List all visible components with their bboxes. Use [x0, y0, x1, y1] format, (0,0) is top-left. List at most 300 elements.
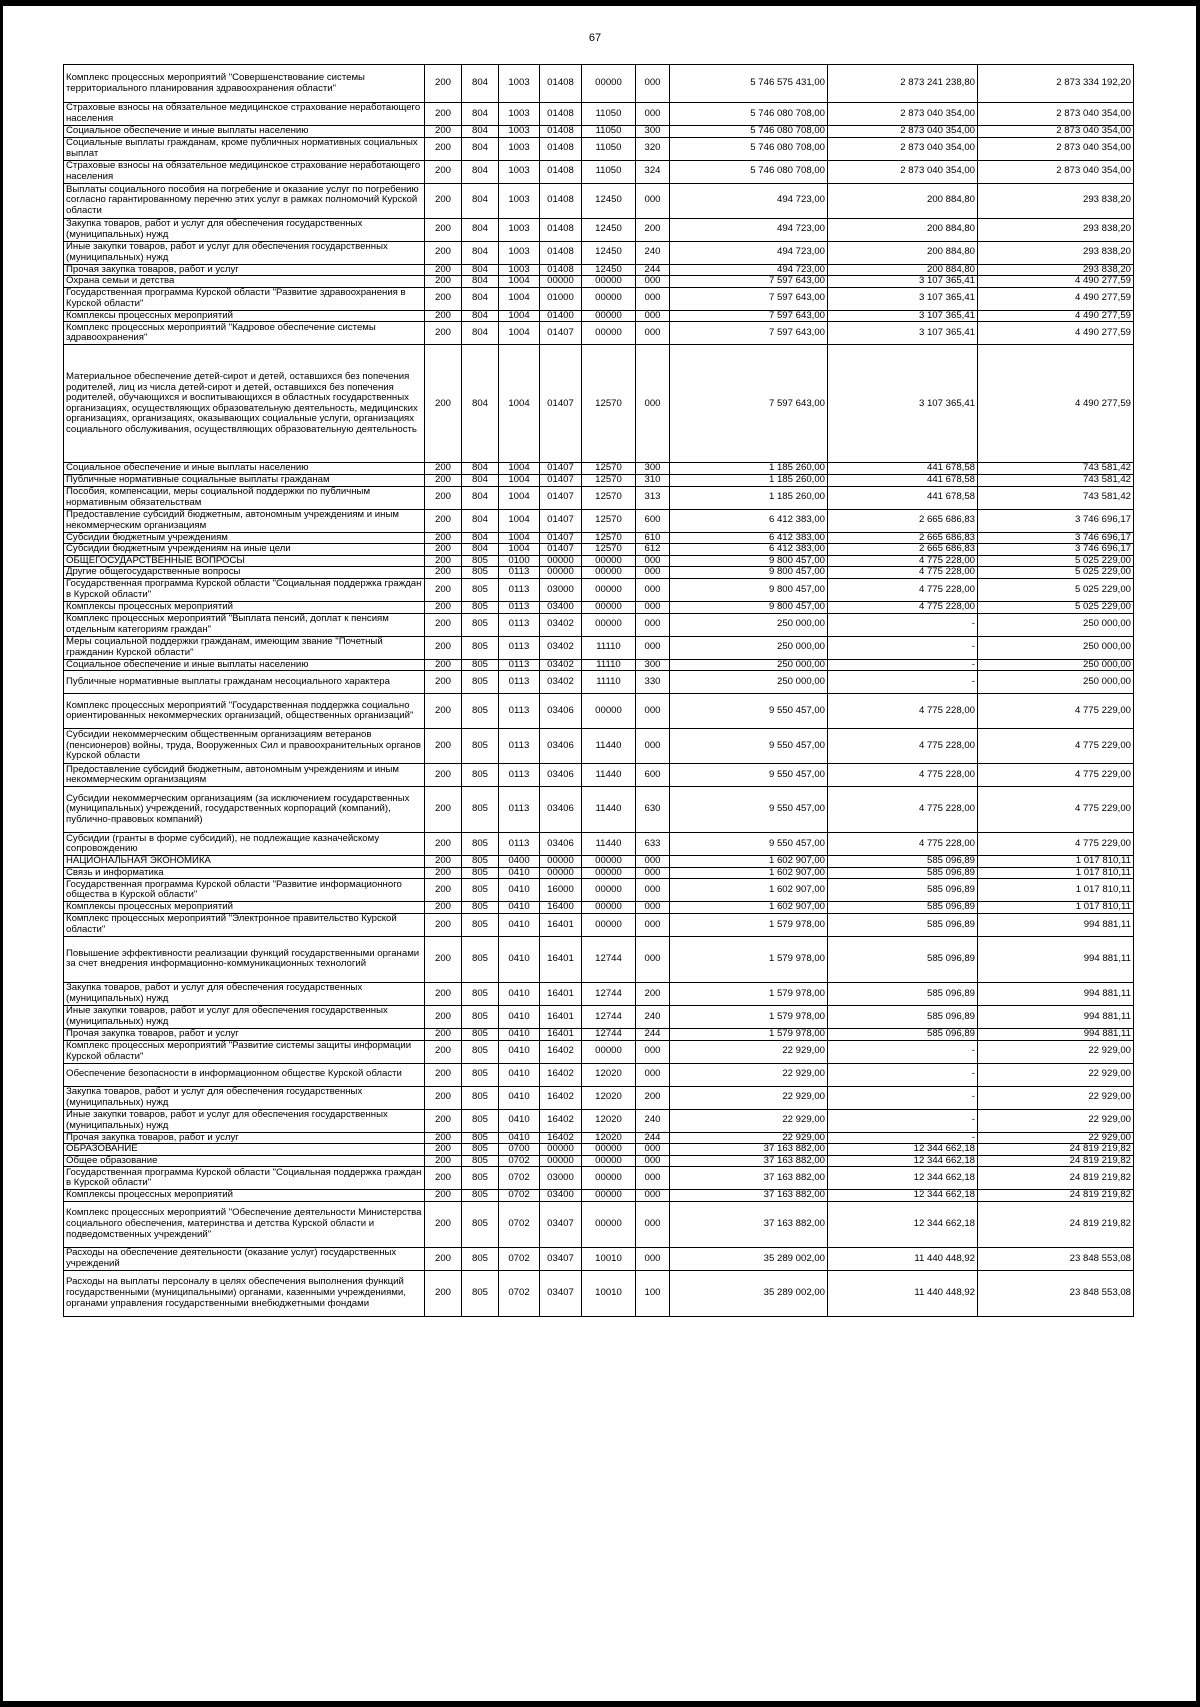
row-name: Расходы на выплаты персоналу в целях обеспечения выполнения функций государственными (муниципальными) органами, казенными учреждениями, органами управления государственными внебюджетными фондами [64, 1270, 425, 1316]
code-grbs: 805 [462, 694, 499, 729]
row-name: Социальное обеспечение и иные выплаты населению [64, 463, 425, 475]
code-grbs: 804 [462, 241, 499, 264]
code-grbs: 805 [462, 1063, 499, 1086]
table-row [64, 544, 1134, 556]
code-direction: 00000 [582, 65, 636, 103]
amount-planned: 250 000,00 [670, 636, 828, 659]
code-direction: 11110 [582, 671, 636, 694]
code-admin: 200 [425, 1005, 462, 1028]
code-program: 03400 [540, 601, 582, 613]
table-row [64, 913, 1134, 936]
code-expense-type: 244 [636, 264, 670, 276]
code-grbs: 805 [462, 913, 499, 936]
row-name: Повышение эффективности реализации функций государственными органами за счет внедрения информационно-коммуникационных технологий [64, 936, 425, 982]
code-section: 0410 [499, 879, 540, 902]
budget-table [63, 64, 1134, 1317]
code-program: 01408 [540, 160, 582, 183]
code-section: 0113 [499, 694, 540, 729]
code-program: 16402 [540, 1086, 582, 1109]
code-program: 03407 [540, 1270, 582, 1316]
row-name: ОБЩЕГОСУДАРСТВЕННЫЕ ВОПРОСЫ [64, 555, 425, 567]
code-program: 16402 [540, 1109, 582, 1132]
amount-executed: 3 107 365,41 [828, 322, 978, 345]
code-program: 01408 [540, 103, 582, 126]
row-name: Комплекс процессных мероприятий "Развитие системы защиты информации Курской области" [64, 1040, 425, 1063]
amount-remaining: 293 838,20 [978, 218, 1134, 241]
amount-executed: 441 678,58 [828, 486, 978, 509]
code-direction: 00000 [582, 276, 636, 288]
code-section: 0113 [499, 671, 540, 694]
code-direction: 00000 [582, 613, 636, 636]
row-name: Иные закупки товаров, работ и услуг для обеспечения государственных (муниципальных) нужд [64, 1109, 425, 1132]
code-grbs: 805 [462, 1040, 499, 1063]
code-expense-type: 000 [636, 1190, 670, 1202]
code-direction: 12450 [582, 183, 636, 218]
code-expense-type: 300 [636, 463, 670, 475]
code-grbs: 805 [462, 833, 499, 856]
table-row [64, 1040, 1134, 1063]
amount-remaining: 22 929,00 [978, 1109, 1134, 1132]
row-name: Охрана семьи и детства [64, 276, 425, 288]
amount-planned: 494 723,00 [670, 218, 828, 241]
amount-remaining: 23 848 553,08 [978, 1270, 1134, 1316]
code-expense-type: 324 [636, 160, 670, 183]
code-admin: 200 [425, 902, 462, 914]
row-name: Комплекс процессных мероприятий "Кадровое обеспечение системы здравоохранения" [64, 322, 425, 345]
amount-planned: 7 597 643,00 [670, 310, 828, 322]
row-name: Выплаты социального пособия на погребение и оказание услуг по погребению согласно гарантированному перечню этих услуг в рамках полномочий Курской области [64, 183, 425, 218]
code-program: 00000 [540, 555, 582, 567]
row-name: Государственная программа Курской области "Социальная поддержка граждан в Курской области" [64, 578, 425, 601]
table-row [64, 1190, 1134, 1202]
code-grbs: 804 [462, 287, 499, 310]
amount-planned: 35 289 002,00 [670, 1270, 828, 1316]
code-program: 01407 [540, 322, 582, 345]
code-direction: 00000 [582, 1190, 636, 1202]
amount-remaining: 23 848 553,08 [978, 1247, 1134, 1270]
code-admin: 200 [425, 65, 462, 103]
code-section: 0113 [499, 787, 540, 833]
amount-planned: 5 746 080 708,00 [670, 160, 828, 183]
code-expense-type: 000 [636, 276, 670, 288]
code-section: 0410 [499, 936, 540, 982]
code-direction: 12744 [582, 1028, 636, 1040]
code-section: 0702 [499, 1155, 540, 1167]
amount-executed: 11 440 448,92 [828, 1247, 978, 1270]
code-program: 03402 [540, 659, 582, 671]
amount-planned: 22 929,00 [670, 1109, 828, 1132]
code-direction: 00000 [582, 1167, 636, 1190]
code-expense-type: 000 [636, 913, 670, 936]
code-expense-type: 000 [636, 867, 670, 879]
amount-executed: 585 096,89 [828, 982, 978, 1005]
row-name: Комплекс процессных мероприятий "Государственная поддержка социально ориентированных некоммерческих организаций, общественных организаций" [64, 694, 425, 729]
code-admin: 200 [425, 856, 462, 868]
amount-remaining: 24 819 219,82 [978, 1190, 1134, 1202]
amount-executed: 2 873 040 354,00 [828, 103, 978, 126]
code-program: 03406 [540, 694, 582, 729]
amount-planned: 1 602 907,00 [670, 902, 828, 914]
amount-executed: 12 344 662,18 [828, 1144, 978, 1156]
amount-remaining: 4 490 277,59 [978, 322, 1134, 345]
code-program: 16402 [540, 1063, 582, 1086]
code-expense-type: 000 [636, 1144, 670, 1156]
code-admin: 200 [425, 1155, 462, 1167]
code-program: 00000 [540, 1144, 582, 1156]
code-direction: 12570 [582, 345, 636, 463]
code-section: 1003 [499, 218, 540, 241]
code-expense-type: 300 [636, 659, 670, 671]
code-grbs: 804 [462, 276, 499, 288]
table-row [64, 463, 1134, 475]
amount-remaining: 1 017 810,11 [978, 856, 1134, 868]
code-admin: 200 [425, 1190, 462, 1202]
code-section: 0410 [499, 1109, 540, 1132]
code-expense-type: 633 [636, 833, 670, 856]
amount-executed: 3 107 365,41 [828, 310, 978, 322]
code-direction: 11050 [582, 126, 636, 138]
row-name: Обеспечение безопасности в информационном обществе Курской области [64, 1063, 425, 1086]
code-program: 01407 [540, 463, 582, 475]
code-expense-type: 000 [636, 183, 670, 218]
amount-executed: 2 665 686,83 [828, 509, 978, 532]
code-grbs: 804 [462, 137, 499, 160]
code-section: 1004 [499, 474, 540, 486]
code-program: 03406 [540, 787, 582, 833]
code-grbs: 805 [462, 578, 499, 601]
amount-remaining: 4 490 277,59 [978, 310, 1134, 322]
amount-executed: 585 096,89 [828, 867, 978, 879]
code-admin: 200 [425, 613, 462, 636]
amount-remaining: 4 490 277,59 [978, 287, 1134, 310]
row-name: Связь и информатика [64, 867, 425, 879]
code-expense-type: 000 [636, 103, 670, 126]
amount-planned: 7 597 643,00 [670, 276, 828, 288]
code-admin: 200 [425, 1144, 462, 1156]
amount-planned: 250 000,00 [670, 671, 828, 694]
row-name: Страховые взносы на обязательное медицинское страхование неработающего населения [64, 160, 425, 183]
code-grbs: 805 [462, 1167, 499, 1190]
code-program: 16401 [540, 1005, 582, 1028]
amount-executed: 4 775 228,00 [828, 764, 978, 787]
table-row [64, 65, 1134, 103]
code-direction: 12570 [582, 544, 636, 556]
code-section: 0113 [499, 659, 540, 671]
amount-planned: 250 000,00 [670, 613, 828, 636]
code-section: 0700 [499, 1144, 540, 1156]
code-section: 1003 [499, 183, 540, 218]
code-grbs: 805 [462, 1132, 499, 1144]
amount-executed: 4 775 228,00 [828, 555, 978, 567]
amount-planned: 9 550 457,00 [670, 833, 828, 856]
code-expense-type: 000 [636, 856, 670, 868]
page-right-border [1196, 0, 1200, 1707]
code-admin: 200 [425, 486, 462, 509]
code-section: 0410 [499, 1086, 540, 1109]
code-section: 0410 [499, 1028, 540, 1040]
code-direction: 00000 [582, 1040, 636, 1063]
amount-planned: 1 602 907,00 [670, 867, 828, 879]
table-row [64, 578, 1134, 601]
code-program: 16402 [540, 1132, 582, 1144]
code-admin: 200 [425, 764, 462, 787]
code-section: 0702 [499, 1167, 540, 1190]
amount-executed: 2 665 686,83 [828, 544, 978, 556]
code-program: 03402 [540, 671, 582, 694]
code-section: 1003 [499, 264, 540, 276]
code-expense-type: 200 [636, 1086, 670, 1109]
table-row [64, 509, 1134, 532]
row-name: Государственная программа Курской области "Развитие здравоохранения в Курской области" [64, 287, 425, 310]
code-direction: 00000 [582, 601, 636, 613]
code-program: 16401 [540, 982, 582, 1005]
code-program: 01407 [540, 486, 582, 509]
code-expense-type: 100 [636, 1270, 670, 1316]
amount-remaining: 4 490 277,59 [978, 345, 1134, 463]
code-section: 0113 [499, 567, 540, 579]
amount-planned: 7 597 643,00 [670, 345, 828, 463]
table-row [64, 1086, 1134, 1109]
table-row [64, 1005, 1134, 1028]
code-program: 16402 [540, 1040, 582, 1063]
amount-planned: 22 929,00 [670, 1040, 828, 1063]
code-expense-type: 000 [636, 578, 670, 601]
amount-executed: 11 440 448,92 [828, 1270, 978, 1316]
code-program: 03406 [540, 833, 582, 856]
code-expense-type: 610 [636, 532, 670, 544]
table-row [64, 1028, 1134, 1040]
code-admin: 200 [425, 126, 462, 138]
code-direction: 11110 [582, 636, 636, 659]
code-expense-type: 000 [636, 601, 670, 613]
amount-planned: 1 579 978,00 [670, 1028, 828, 1040]
amount-planned: 9 550 457,00 [670, 729, 828, 764]
code-admin: 200 [425, 310, 462, 322]
amount-planned: 9 800 457,00 [670, 555, 828, 567]
code-admin: 200 [425, 936, 462, 982]
code-grbs: 805 [462, 1109, 499, 1132]
code-direction: 11110 [582, 659, 636, 671]
amount-planned: 9 550 457,00 [670, 787, 828, 833]
code-program: 01407 [540, 509, 582, 532]
table-row [64, 902, 1134, 914]
code-program: 00000 [540, 867, 582, 879]
code-program: 00000 [540, 1155, 582, 1167]
amount-executed: - [828, 1086, 978, 1109]
code-program: 03000 [540, 578, 582, 601]
amount-planned: 9 800 457,00 [670, 567, 828, 579]
code-admin: 200 [425, 659, 462, 671]
table-row [64, 126, 1134, 138]
code-program: 01408 [540, 241, 582, 264]
row-name: Комплексы процессных мероприятий [64, 601, 425, 613]
code-direction: 12450 [582, 241, 636, 264]
code-section: 0702 [499, 1270, 540, 1316]
amount-remaining: 2 873 040 354,00 [978, 126, 1134, 138]
amount-remaining: 743 581,42 [978, 463, 1134, 475]
amount-executed: 2 873 241 238,80 [828, 65, 978, 103]
code-direction: 00000 [582, 287, 636, 310]
code-section: 1003 [499, 137, 540, 160]
amount-remaining: 293 838,20 [978, 241, 1134, 264]
code-section: 1003 [499, 103, 540, 126]
code-grbs: 805 [462, 856, 499, 868]
amount-remaining: 994 881,11 [978, 936, 1134, 982]
amount-executed: 12 344 662,18 [828, 1190, 978, 1202]
code-program: 16401 [540, 1028, 582, 1040]
code-admin: 200 [425, 1040, 462, 1063]
amount-executed: 4 775 228,00 [828, 729, 978, 764]
amount-executed: - [828, 1040, 978, 1063]
table-row [64, 276, 1134, 288]
code-admin: 200 [425, 241, 462, 264]
amount-remaining: 4 775 229,00 [978, 729, 1134, 764]
amount-planned: 1 185 260,00 [670, 474, 828, 486]
amount-planned: 35 289 002,00 [670, 1247, 828, 1270]
amount-remaining: 24 819 219,82 [978, 1144, 1134, 1156]
code-program: 03400 [540, 1190, 582, 1202]
code-expense-type: 000 [636, 613, 670, 636]
code-program: 01408 [540, 126, 582, 138]
amount-executed: 3 107 365,41 [828, 287, 978, 310]
table-row [64, 671, 1134, 694]
amount-executed: - [828, 1063, 978, 1086]
code-section: 0702 [499, 1247, 540, 1270]
amount-executed: 4 775 228,00 [828, 601, 978, 613]
code-admin: 200 [425, 160, 462, 183]
code-section: 0400 [499, 856, 540, 868]
code-admin: 200 [425, 276, 462, 288]
amount-executed: 12 344 662,18 [828, 1201, 978, 1247]
page-left-border [0, 0, 3, 1707]
code-grbs: 804 [462, 218, 499, 241]
amount-planned: 5 746 575 431,00 [670, 65, 828, 103]
code-admin: 200 [425, 544, 462, 556]
amount-remaining: 994 881,11 [978, 1005, 1134, 1028]
code-direction: 00000 [582, 310, 636, 322]
table-row [64, 1201, 1134, 1247]
table-row [64, 345, 1134, 463]
code-admin: 200 [425, 463, 462, 475]
code-direction: 12570 [582, 532, 636, 544]
code-grbs: 804 [462, 160, 499, 183]
amount-executed: 2 665 686,83 [828, 532, 978, 544]
amount-planned: 37 163 882,00 [670, 1155, 828, 1167]
code-direction: 11050 [582, 160, 636, 183]
table-row [64, 636, 1134, 659]
code-expense-type: 300 [636, 126, 670, 138]
amount-remaining: 24 819 219,82 [978, 1201, 1134, 1247]
code-program: 01408 [540, 183, 582, 218]
code-admin: 200 [425, 601, 462, 613]
row-name: Материальное обеспечение детей-сирот и детей, оставшихся без попечения родителей, лиц из числа детей-сирот и детей, оставшихся без попечения родителей, обучающихся и воспитывающихся в областных государственных организациях, осуществляющих образовательную деятельность, медицинских организациях, организациях, оказывающих социальные услуги, организациях социального обслуживания, осуществляющих образовательную деятельность [64, 345, 425, 463]
amount-planned: 37 163 882,00 [670, 1144, 828, 1156]
table-row [64, 879, 1134, 902]
code-expense-type: 000 [636, 1040, 670, 1063]
amount-remaining: 1 017 810,11 [978, 902, 1134, 914]
amount-executed: 3 107 365,41 [828, 276, 978, 288]
code-admin: 200 [425, 913, 462, 936]
code-section: 0113 [499, 764, 540, 787]
code-program: 03407 [540, 1201, 582, 1247]
amount-executed: - [828, 636, 978, 659]
amount-remaining: 5 025 229,00 [978, 567, 1134, 579]
code-admin: 200 [425, 867, 462, 879]
row-name: Субсидии некоммерческим общественным организациям ветеранов (пенсионеров) войны, труда, Вооруженных Сил и правоохранительных органов Курской области [64, 729, 425, 764]
code-grbs: 805 [462, 729, 499, 764]
row-name: Социальное обеспечение и иные выплаты населению [64, 126, 425, 138]
code-direction: 00000 [582, 567, 636, 579]
code-section: 0410 [499, 1040, 540, 1063]
table-row [64, 694, 1134, 729]
code-expense-type: 000 [636, 879, 670, 902]
amount-remaining: 250 000,00 [978, 671, 1134, 694]
code-section: 1004 [499, 532, 540, 544]
amount-remaining: 22 929,00 [978, 1040, 1134, 1063]
code-grbs: 804 [462, 486, 499, 509]
code-direction: 12570 [582, 463, 636, 475]
amount-remaining: 994 881,11 [978, 982, 1134, 1005]
code-grbs: 805 [462, 1201, 499, 1247]
amount-remaining: 2 873 040 354,00 [978, 103, 1134, 126]
amount-executed: 4 775 228,00 [828, 567, 978, 579]
code-admin: 200 [425, 264, 462, 276]
amount-executed: 585 096,89 [828, 879, 978, 902]
code-direction: 12020 [582, 1063, 636, 1086]
amount-planned: 1 185 260,00 [670, 486, 828, 509]
amount-planned: 494 723,00 [670, 183, 828, 218]
code-grbs: 805 [462, 567, 499, 579]
row-name: Прочая закупка товаров, работ и услуг [64, 1132, 425, 1144]
row-name: Комплекс процессных мероприятий "Обеспечение деятельности Министерства социального обеспечения, материнства и детства Курской области и подведомственных учреждений" [64, 1201, 425, 1247]
code-direction: 11440 [582, 729, 636, 764]
row-name: Комплекс процессных мероприятий "Электронное правительство Курской области" [64, 913, 425, 936]
code-expense-type: 000 [636, 322, 670, 345]
row-name: Закупка товаров, работ и услуг для обеспечения государственных (муниципальных) нужд [64, 982, 425, 1005]
row-name: Государственная программа Курской области "Развитие информационного общества в Курской области" [64, 879, 425, 902]
code-expense-type: 000 [636, 1167, 670, 1190]
row-name: Страховые взносы на обязательное медицинское страхование неработающего населения [64, 103, 425, 126]
code-expense-type: 000 [636, 1201, 670, 1247]
code-grbs: 805 [462, 902, 499, 914]
code-grbs: 805 [462, 982, 499, 1005]
amount-executed: 441 678,58 [828, 474, 978, 486]
table-row [64, 856, 1134, 868]
row-name: Меры социальной поддержки гражданам, имеющим звание "Почетный гражданин Курской области" [64, 636, 425, 659]
code-program: 01407 [540, 474, 582, 486]
code-program: 01408 [540, 218, 582, 241]
code-expense-type: 244 [636, 1132, 670, 1144]
amount-executed: 585 096,89 [828, 902, 978, 914]
code-direction: 00000 [582, 879, 636, 902]
row-name: Общее образование [64, 1155, 425, 1167]
amount-remaining: 4 490 277,59 [978, 276, 1134, 288]
code-section: 0410 [499, 1132, 540, 1144]
code-section: 1004 [499, 345, 540, 463]
code-grbs: 805 [462, 659, 499, 671]
code-expense-type: 000 [636, 1247, 670, 1270]
amount-remaining: 22 929,00 [978, 1063, 1134, 1086]
amount-planned: 250 000,00 [670, 659, 828, 671]
table-row [64, 1063, 1134, 1086]
amount-executed: 200 884,80 [828, 264, 978, 276]
code-admin: 200 [425, 1167, 462, 1190]
code-program: 01408 [540, 65, 582, 103]
code-admin: 200 [425, 137, 462, 160]
table-row [64, 1132, 1134, 1144]
code-direction: 12020 [582, 1086, 636, 1109]
table-row [64, 1144, 1134, 1156]
